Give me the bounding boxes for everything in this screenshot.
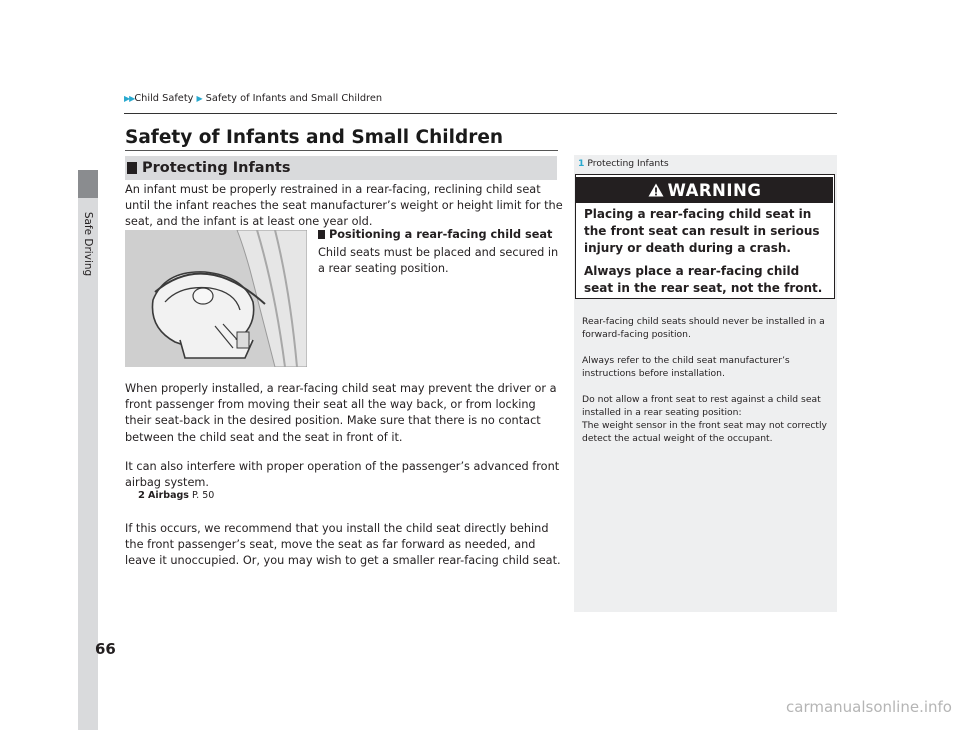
- page-title: Safety of Infants and Small Children: [125, 127, 504, 148]
- subsection-text: Child seats must be placed and secured in a rear seating position.: [318, 246, 559, 276]
- intro-paragraph: An infant must be properly restrained in a rear-facing, reclining child seat until the infant reaches the seat manufacturer’s weight or height limit for the seat, and the infant is at least one year old.: [125, 183, 563, 229]
- breadcrumb-arrow-icon: ▶: [196, 94, 203, 103]
- notes-header-number: 1: [578, 158, 585, 169]
- warning-text-front-seat: Placing a rear-facing child seat in the front seat can result in serious injury or death during a crash.: [584, 207, 820, 255]
- title-rule: [125, 150, 558, 151]
- warning-triangle-icon: [648, 183, 664, 197]
- section-title: Protecting Infants: [142, 160, 291, 176]
- subsection-title: Positioning a rear-facing child seat: [329, 228, 553, 241]
- watermark: carmanualsonline.info: [786, 698, 952, 716]
- note-weight-sensor: Do not allow a front seat to rest against a child seat installed in a rear seating position: The weight sensor in the front seat may not correctly detect the actual weight of the occupant.: [582, 394, 827, 444]
- page-number: 66: [95, 640, 116, 658]
- notes-header-title: Protecting Infants: [587, 158, 669, 169]
- warning-box: [575, 174, 835, 299]
- side-tab-label: Safe Driving: [82, 211, 94, 277]
- breadcrumb-item-child-safety[interactable]: Child Safety: [134, 93, 194, 104]
- airbags-reference-link[interactable]: [138, 490, 214, 501]
- warning-text-rear-seat: Always place a rear-facing child seat in the rear seat, not the front.: [584, 264, 823, 295]
- subsection-marker-icon: [318, 230, 325, 239]
- reference-name: Airbags: [147, 490, 189, 501]
- section-header: [125, 156, 557, 180]
- section-marker-icon: [127, 162, 137, 174]
- reference-arrow-icon: 2: [138, 490, 145, 501]
- subsection-heading: [318, 228, 552, 241]
- rear-facing-child-seat-illustration: [125, 230, 307, 367]
- warning-label: WARNING: [667, 180, 762, 200]
- breadcrumb-arrow-icon: ▶▶: [124, 94, 135, 103]
- paragraph-airbag: It can also interfere with proper operation of the passenger’s advanced front airbag system.: [125, 460, 560, 490]
- breadcrumb: [124, 93, 382, 104]
- breadcrumb-item-current: Safety of Infants and Small Children: [205, 93, 383, 104]
- note-manufacturer-instructions: Always refer to the child seat manufacturer’s instructions before installation.: [582, 355, 790, 379]
- child-seat-drawing: [125, 230, 307, 367]
- header-rule: [124, 113, 837, 114]
- paragraph-installation: When properly installed, a rear-facing child seat may prevent the driver or a front passenger from moving their seat all the way back, or from locking their seat-back in the desired position. Make sure that there is no contact between the child seat and the seat in front of it.: [125, 382, 557, 444]
- side-tab-marker: [78, 170, 98, 198]
- reference-page: P. 50: [191, 490, 215, 501]
- note-forward-facing: Rear-facing child seats should never be installed in a forward-facing position.: [582, 316, 825, 340]
- paragraph-recommendation: If this occurs, we recommend that you install the child seat directly behind the front passenger’s seat, move the seat as far forward as needed, and leave it unoccupied. Or, you may wish to get a smaller rear-facing child seat.: [125, 522, 561, 568]
- warning-header: [576, 177, 833, 203]
- notes-header: [578, 158, 669, 169]
